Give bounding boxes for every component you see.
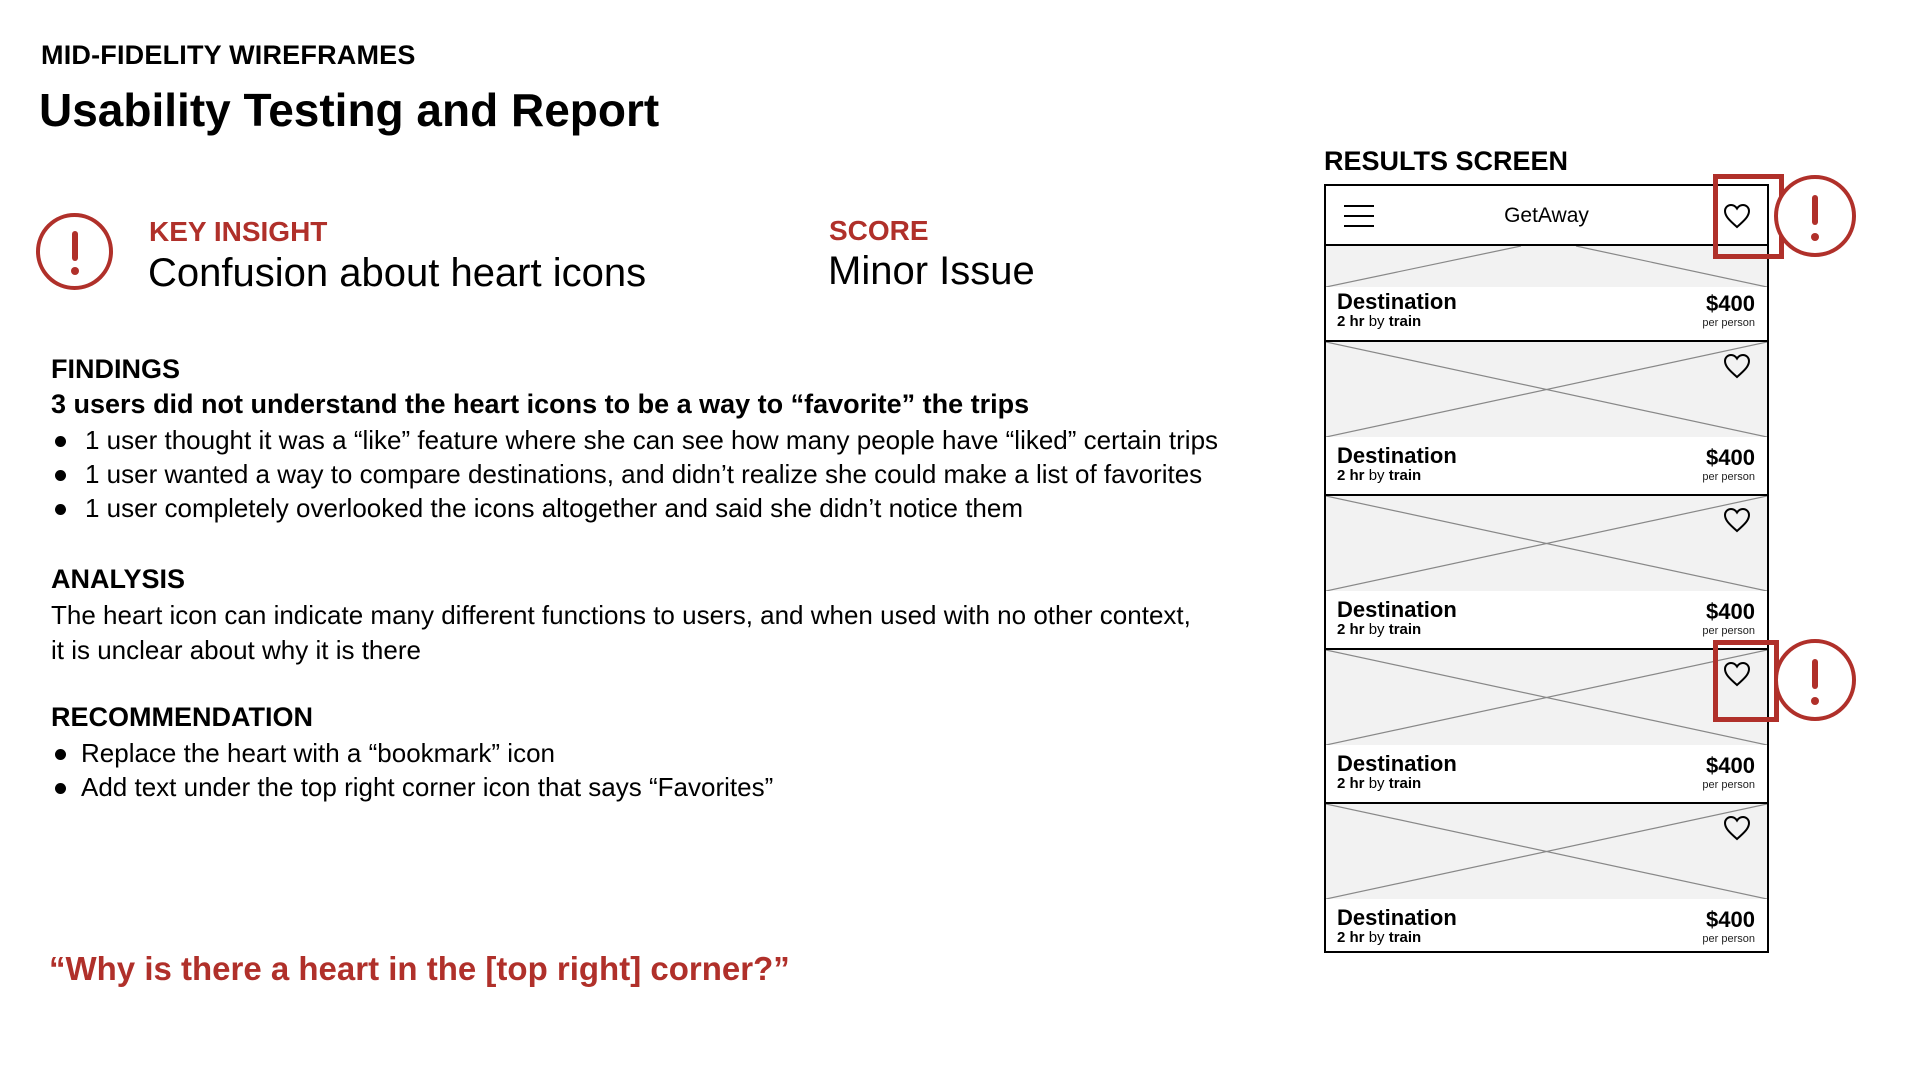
key-insight-value: Confusion about heart icons — [148, 251, 647, 295]
phone-wireframe — [1324, 184, 1769, 953]
heart-icon[interactable] — [1723, 507, 1751, 533]
heart-icon[interactable] — [1723, 815, 1751, 841]
image-placeholder — [1326, 804, 1767, 899]
price-unit: per person — [1702, 317, 1755, 329]
list-item: Replace the heart with a “bookmark” icon — [51, 736, 773, 770]
recommendation-list — [51, 736, 773, 804]
trip-duration: 2 hr by train — [1337, 775, 1422, 792]
key-insight-label: KEY INSIGHT — [149, 216, 328, 247]
trip-duration: 2 hr by train — [1337, 621, 1422, 638]
destination-name: Destination — [1337, 905, 1457, 930]
result-card[interactable] — [1326, 650, 1767, 804]
analysis-text — [51, 598, 1291, 668]
price: $400 — [1706, 599, 1755, 624]
price: $400 — [1706, 445, 1755, 470]
recommendation-heading: RECOMMENDATION — [51, 702, 313, 732]
heart-icon[interactable] — [1723, 353, 1751, 379]
findings-summary: 3 users did not understand the heart icons to be a way to “favorite” the trips — [51, 389, 1030, 419]
list-item: 1 user wanted a way to compare destinations, and didn’t realize she could make a list of favorites — [51, 457, 1218, 491]
trip-duration: 2 hr by train — [1337, 313, 1422, 330]
result-card[interactable] — [1326, 496, 1767, 650]
price-unit: per person — [1702, 625, 1755, 637]
exclamation-circle-icon — [1774, 175, 1856, 257]
destination-name: Destination — [1337, 597, 1457, 622]
score-value: Minor Issue — [828, 249, 1035, 293]
exclamation-circle-icon — [36, 213, 113, 290]
findings-list — [51, 423, 1218, 525]
results-screen-label: RESULTS SCREEN — [1324, 146, 1569, 176]
result-card[interactable] — [1326, 342, 1767, 496]
price-unit: per person — [1702, 933, 1755, 945]
trip-duration: 2 hr by train — [1337, 929, 1422, 946]
analysis-line: it is unclear about why it is there — [51, 635, 421, 665]
result-card[interactable] — [1326, 804, 1767, 953]
analysis-heading: ANALYSIS — [51, 564, 186, 594]
list-item: 1 user completely overlooked the icons altogether and said she didn’t notice them — [51, 491, 1218, 525]
eyebrow-label: MID-FIDELITY WIREFRAMES — [41, 40, 416, 70]
price-unit: per person — [1702, 471, 1755, 483]
analysis-line: The heart icon can indicate many different functions to users, and when used with no other context, — [51, 600, 1191, 630]
price: $400 — [1706, 907, 1755, 932]
price: $400 — [1706, 753, 1755, 778]
image-placeholder — [1326, 342, 1767, 437]
price: $400 — [1706, 291, 1755, 316]
image-placeholder — [1326, 496, 1767, 591]
destination-name: Destination — [1337, 443, 1457, 468]
app-name: GetAway — [1504, 204, 1589, 227]
list-item: 1 user thought it was a “like” feature where she can see how many people have “liked” certain trips — [51, 423, 1218, 457]
exclamation-circle-icon — [1774, 639, 1856, 721]
destination-name: Destination — [1337, 289, 1457, 314]
image-placeholder — [1326, 246, 1767, 287]
price-unit: per person — [1702, 779, 1755, 791]
destination-name: Destination — [1337, 751, 1457, 776]
findings-heading: FINDINGS — [51, 354, 181, 384]
app-header — [1326, 186, 1767, 246]
user-quote: “Why is there a heart in the [top right] corner?” — [49, 950, 790, 987]
page-title: Usability Testing and Report — [39, 84, 660, 136]
image-placeholder — [1326, 650, 1767, 745]
trip-duration: 2 hr by train — [1337, 467, 1422, 484]
score-label: SCORE — [829, 215, 929, 246]
card-heart-highlight — [1713, 640, 1779, 722]
result-card[interactable] — [1326, 246, 1767, 342]
list-item: Add text under the top right corner icon that says “Favorites” — [51, 770, 773, 804]
